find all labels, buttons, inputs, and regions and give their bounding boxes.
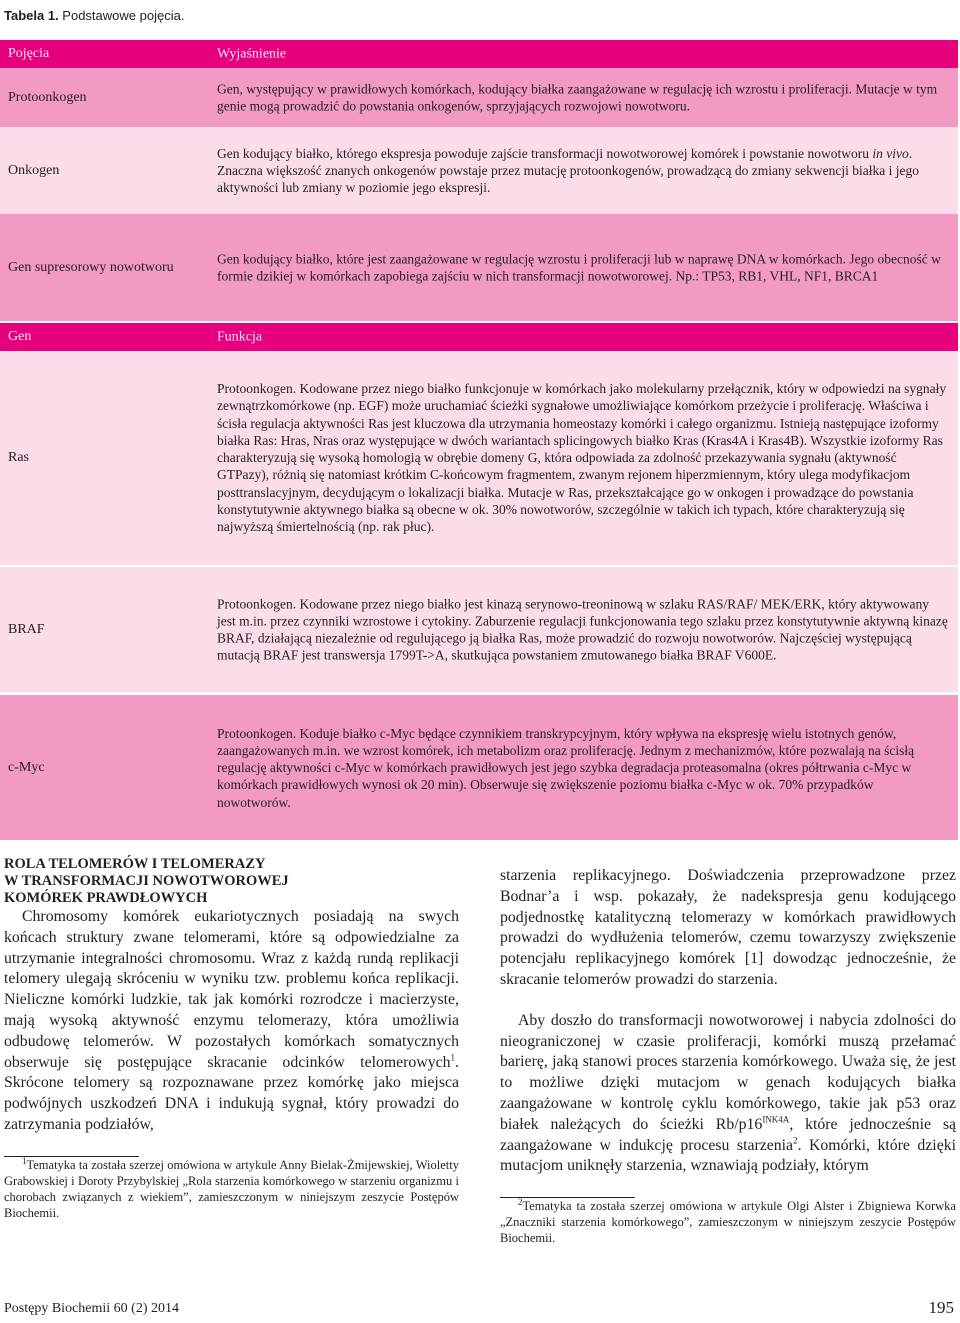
left-paragraph: Chromosomy komórek eukariotycznych posiadają na swych końcach struktury zwane telomerami, które są odpowiedzialne za utrzymanie integralności chromosomu. Wraz z każdą rundą replikacji telomery ulegają skróceniu w wyniku tzw. problemu końca replikacji. Nieliczne komórki ludzkie, tak jak komórki rozrodcze i macierzyste, mają wysoką aktywność enzymu telomerazy, która umożliwia odbudowę telomerów. W pozostałych komórkach somatycznych obserwuje się postępujące skracanie odcinków telomerowych$^1$. Skrócone telomery są rozpoznawane przez komórkę jako miejsca podwójnych uszkodzeń DNA i indukują sygnał, który prowadzi do zatrzymania podziałów, <box>4 908 459 1133</box>
caption-label: Tabela 1. <box>4 8 59 23</box>
article-left-column <box>4 856 459 1221</box>
table2-header <box>0 323 958 351</box>
row-term: Onkogen <box>8 162 60 178</box>
row-term: Gen supresorowy nowotworu <box>8 259 174 275</box>
row-text: Gen, występujący w prawidłowych komórkach, kodujący białka zaangażowane w regulację ich wzrostu i proliferacji. Mutacje w tym genie mogą prowadzić do powstania onkogenów, sprzyjających rozwojowi nowotworu. <box>217 81 938 114</box>
row-term: Ras <box>8 450 29 465</box>
table2-header-col2: Funkcja <box>217 329 263 345</box>
footnote-2: $^2$Tematyka ta została szerzej omówiona w artykule Olgi Alster i Zbigniewa Korwka „Znaczniki starzenia komórkowego”, zamieszczonym w niniejszym zeszycie Postępów Biochemii. <box>500 1197 956 1246</box>
table-row <box>0 351 958 565</box>
table-row <box>0 214 958 321</box>
right-paragraph-2: Aby doszło do transformacji nowotworowej i nabycia zdolności do nieograniczonej w czasie proliferacji, komórki muszą przełamać barierę, jaką stanowi proces starzenia komórkowego. Uważa się, że jest to możliwe dzięki mutacjom w genach kodujących białka zaangażowane w kontrolę cyklu komórkowego, takie jak p53 oraz białek należących do ścieżki $Rb/p16^{INK4A}$, które jednocześnie są zaangażowane w indukcję procesu starzenia$^2$. Komórki, które dzięki mutacjom uniknęły starzenia, wznawiają podziały, którym <box>500 1011 956 1175</box>
row-text: Gen kodujący białko, którego ekspresja powoduje zajście transformacji nowotworowej komórek i powstanie nowotworu in vivo. Znaczna większość znanych onkogenów powstaje przez mutację protoonkogenów, prowadzącą do zmiany sekwencji białka i jego aktywności lub zmiany w poziomie jego ekspresji. <box>217 145 919 196</box>
table-row <box>0 68 958 127</box>
table2-header-col1: Gen <box>8 329 32 344</box>
journal-footer: Postępy Biochemii 60 (2) 2014 <box>4 1301 179 1316</box>
row-term: BRAF <box>8 621 45 637</box>
caption-text: Podstawowe pojęcia. <box>58 8 185 23</box>
row-term: Protoonkogen <box>8 89 87 105</box>
row-text: Gen kodujący białko, które jest zaangażowane w regulację wzrostu i proliferacji lub w naprawę DNA w komórkach. Jego obecność w formie dzikiej w komórkach zapobiega zajściu w nich transformacji nowotworowej. Np.: TP53, RB1, VHL, NF1, BRCA1 <box>217 251 941 284</box>
table-row <box>0 695 958 840</box>
footnote-1: $^1$Tematyka ta została szerzej omówiona w artykule Anny Bielak-Żmijewskiej, Wioletty Grabowskiej i Doroty Przybylskiej „Rola starzenia komórkowego w starzeniu organizmu i chorobach związanych z wiekiem”, zamieszczonym w niniejszym zeszycie Postępów Biochemii. <box>4 1155 459 1220</box>
table-row <box>0 567 958 692</box>
article-right-column <box>500 866 956 1246</box>
right-paragraph-1: starzenia replikacyjnego. Doświadczenia przeprowadzone przez Bodnar’a i wsp. pokazały, że nadekspresja genu kodującego podjednostkę katalityczną telomerazy w komórkach prawidłowych prowadzi do wydłużenia telomerów, czemu towarzyszy zwiększenie potencjału replikacyjnego komórek [1] dowodząc jednocześnie, że skracanie telomerów prowadzi do starzenia. <box>500 867 956 988</box>
table1-header <box>0 40 958 68</box>
section-heading: ROLA TELOMERÓW I TELOMERAZY W TRANSFORMACJI NOWOTWOROWEJ KOMÓREK PRAWDŁOWYCH <box>4 856 289 906</box>
row-text: Protoonkogen. Koduje białko c-Myc będące czynnikiem transkrypcyjnym, który wpływa na ekspresję wielu istotnych genów, zaangażowanych m.in. we wzrost komórek, ich metabolizm oraz proliferację. Jednym z mechanizmów, które pozwalają na ścisłą regulację aktywności c-Myc w komórkach prawidłowych jest jego szybka degradacja proteasomalna (okres półtrwania c-Myc w komórkach prawidłowych wynosi ok 20 min). Obserwuje się zwiększenie poziomu białka c-Myc w ok. 70% przypadków nowotworów. <box>217 725 915 810</box>
row-text: Protoonkogen. Kodowane przez niego białko jest kinazą serynowo-treoninową w szlaku RAS/RAF/ MEK/ERK, który aktywowany jest m.in. przez czynniki wzrostowe i cytokiny. Zaburzenie regulacji funkcjonowania tego szlaku przez konstytutywnie aktywną kinazę BRAF, działającą niezależnie od regulującego ją białka Ras, może prowadzić do rozwoju nowotworów. Najczęściej występującą mutacją BRAF jest transwersja 1799T->A, skutkująca powstaniem zmutowanego białka BRAF V600E. <box>217 595 948 663</box>
row-text: Protoonkogen. Kodowane przez niego białko funkcjonuje w komórkach jako molekularny przełącznik, który w odpowiedzi na sygnały zewnątrzkomórkowe (np. EGF) może uruchamiać ścieżki sygnałowe umożliwiające komórkom przeżycie i proliferację. Właściwa i ścisła regulacja aktywności Ras jest kluczowa dla utrzymania homeostazy komórki i całego organizmu. Istnieją następujące izoformy białka Ras: Hras, Nras oraz występujące w dwóch wariantach splicingowych białko Kras (Kras4A i Kras4B). Wszystkie izoformy Ras charakteryzują się wysoką homologią w obrębie domeny G, która odpowiada za zdolność przekazywania sygnału (aktywność GTPazy), różnią się natomiast krótkim C-końcowym fragmentem, zwanym rejonem hiperzmiennym, który ulega modyfikacjom posttranslacyjnym, decydującym o lokalizacji białka. Mutacje w Ras, przekształcające go w onkogen i prowadzące do powstania konstytutywnie aktywnego białka są obecne w ok. 30% nowotworów, szczególnie w takich ich typach, które charakteryzują się najwyższą śmiertelnością (np. rak płuc). <box>217 381 947 535</box>
table1-header-col2: Wyjaśnienie <box>217 46 287 62</box>
table-caption <box>4 8 184 23</box>
table1-header-col1: Pojęcia <box>8 46 50 61</box>
page-number: 195 <box>928 1298 954 1317</box>
row-term: c-Myc <box>8 759 45 775</box>
table-row <box>0 127 958 214</box>
